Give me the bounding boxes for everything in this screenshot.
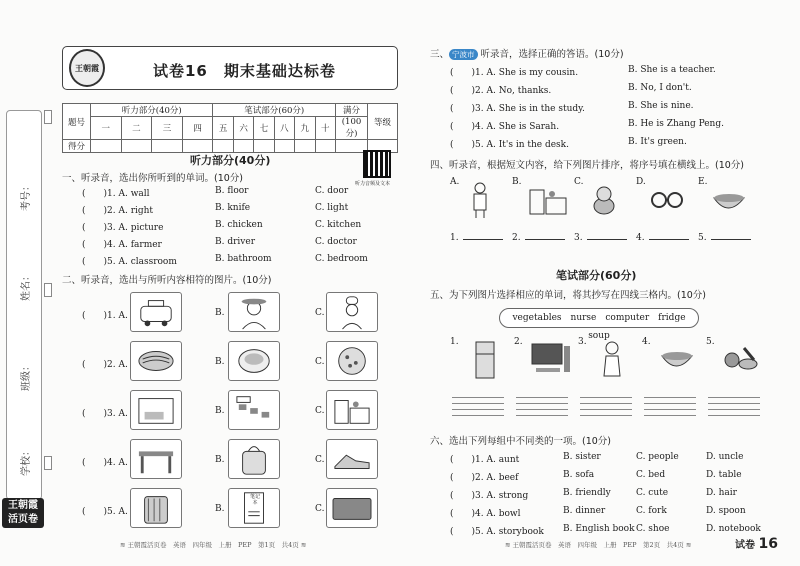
q4-picture xyxy=(460,180,506,222)
score-header-cell: 听力部分(40分) xyxy=(91,104,213,117)
classroom-icon xyxy=(229,391,279,429)
q4-blank-number: 5. xyxy=(698,233,707,243)
desk-icon xyxy=(131,440,181,478)
q6-option-a[interactable]: ( )2. A. beef xyxy=(450,473,519,483)
q2-picture[interactable] xyxy=(326,390,378,430)
q4-picture xyxy=(708,180,754,222)
brand-logo xyxy=(2,498,44,528)
q4-picture xyxy=(522,180,568,222)
four-line-grid[interactable] xyxy=(452,397,504,419)
q4-letter: A. xyxy=(450,177,460,187)
q4-heading: 四、听录音，根据短文内容，给下列图片排序，将序号填在横线上。(10分) xyxy=(430,160,745,171)
computer-icon xyxy=(528,338,574,382)
cook-icon xyxy=(327,293,377,331)
q3-option-a[interactable]: ( )4. A. She is Sarah. xyxy=(450,122,560,132)
q2-picture[interactable] xyxy=(228,390,280,430)
doctor-icon xyxy=(460,180,506,222)
q2-option-a[interactable]: ( )2. A. xyxy=(82,360,128,370)
q4-picture xyxy=(584,180,630,222)
q2-picture[interactable] xyxy=(228,292,280,332)
score-col: 八 xyxy=(274,117,294,140)
q3-prefix: 三、 xyxy=(430,49,450,60)
q6-option-d[interactable]: D. uncle xyxy=(706,452,744,462)
q2-picture[interactable] xyxy=(326,488,378,528)
score-cell[interactable] xyxy=(315,140,336,153)
rice-bowl-icon xyxy=(229,342,279,380)
q3-option-a[interactable]: ( )3. A. She is in the study. xyxy=(450,104,585,114)
q4-letter: E. xyxy=(698,177,708,187)
q6-option-a[interactable]: ( )3. A. strong xyxy=(450,491,529,501)
nurse-icon xyxy=(592,338,638,382)
q2-option-c[interactable]: C. xyxy=(315,455,325,465)
q3-option-a[interactable]: ( )5. A. It's in the desk. xyxy=(450,140,569,150)
q6-option-a[interactable]: ( )1. A. aunt xyxy=(450,455,520,465)
q3-option-a[interactable]: ( )2. A. No, thanks. xyxy=(450,86,552,96)
q6-option-a[interactable]: ( )5. A. storybook xyxy=(450,527,544,537)
q6-option-c[interactable]: C. fork xyxy=(636,506,667,516)
q5-picture xyxy=(528,338,574,382)
q6-option-b[interactable]: B. dinner xyxy=(563,506,606,516)
dog-icon xyxy=(584,180,630,222)
score-header-cell: 等级 xyxy=(368,104,398,140)
taxi-icon xyxy=(131,293,181,331)
q1-option-a[interactable]: ( )1. A. wall xyxy=(82,189,150,199)
q2-picture[interactable] xyxy=(326,292,378,332)
q6-option-c[interactable]: C. people xyxy=(636,452,679,462)
soup-icon xyxy=(708,180,754,222)
q2-picture[interactable] xyxy=(326,341,378,381)
exam-title: 试卷16 期末基础达标卷 xyxy=(153,62,336,80)
glasses-icon xyxy=(646,180,692,222)
binding-mark xyxy=(44,456,52,470)
writing-section-title: 笔试部分(60分) xyxy=(556,269,637,282)
q5-picture xyxy=(464,338,510,382)
score-header-cell: 满分 xyxy=(336,104,368,117)
score-cell[interactable] xyxy=(254,140,274,153)
q3-option-a[interactable]: ( )1. A. She is my cousin. xyxy=(450,68,579,78)
region-badge: 宁波市 xyxy=(449,49,478,60)
listening-section-title: 听力部分(40分) xyxy=(190,154,271,167)
q1-option-b[interactable]: B. chicken xyxy=(215,220,263,230)
q1-option-c[interactable]: C. kitchen xyxy=(315,220,362,230)
score-cell[interactable] xyxy=(152,140,183,153)
exam-header xyxy=(62,46,398,90)
word-bank: vegetables nurse computer fridge soup xyxy=(499,308,699,328)
brand-line-1: 王朝霞 xyxy=(8,500,38,511)
answer-line[interactable] xyxy=(463,239,503,240)
score-header-cell: 题号 xyxy=(63,104,91,140)
score-col: 七 xyxy=(254,117,274,140)
q2-option-a[interactable]: ( )5. A. xyxy=(82,507,128,517)
notebook-cover-text: 笔记本 xyxy=(249,494,260,506)
q1-option-b[interactable]: B. bathroom xyxy=(215,254,272,264)
footer-right: ≋ 王朝霞活页卷 英语 四年级 上册 PEP 第2页 共4页 ≋ xyxy=(505,541,692,549)
score-col: 三 xyxy=(152,117,183,140)
soup-icon xyxy=(656,338,702,382)
q3-heading-text: 听录音，选择正确的答语。(10分) xyxy=(480,49,624,60)
q6-option-d[interactable]: D. hair xyxy=(706,488,737,498)
q4-blank[interactable] xyxy=(450,233,503,243)
q2-picture[interactable] xyxy=(130,488,182,528)
q4-blank-number: 2. xyxy=(512,233,521,243)
q1-option-c[interactable]: C. door xyxy=(315,186,349,196)
answer-line[interactable] xyxy=(587,239,627,240)
q3-heading xyxy=(430,46,624,60)
q1-option-c[interactable]: C. bedroom xyxy=(315,254,368,264)
q4-picture xyxy=(646,180,692,222)
q6-option-b[interactable]: B. sister xyxy=(563,452,601,462)
four-line-grid[interactable] xyxy=(516,397,568,419)
q3-option-b[interactable]: B. She is a teacher. xyxy=(628,65,716,75)
score-header-cell: 笔试部分(60分) xyxy=(213,104,336,117)
q2-picture[interactable] xyxy=(326,439,378,479)
bin-icon xyxy=(131,489,181,527)
score-col: 二 xyxy=(121,117,152,140)
q2-picture[interactable] xyxy=(228,439,280,479)
q2-picture[interactable] xyxy=(130,439,182,479)
q1-option-b[interactable]: B. knife xyxy=(215,203,251,213)
score-row-label: 得分 xyxy=(63,140,91,153)
q2-option-a[interactable]: ( )4. A. xyxy=(82,458,128,468)
exam-number-label: 考号： xyxy=(21,181,32,211)
four-line-grid[interactable] xyxy=(644,397,696,419)
noodles-icon xyxy=(131,342,181,380)
publisher-logo: 王朝霞 xyxy=(69,49,105,87)
q4-letter: B. xyxy=(512,177,522,187)
score-col: 六 xyxy=(233,117,253,140)
q2-option-c[interactable]: C. xyxy=(315,357,325,367)
footer-left: ≋ 王朝霞活页卷 英语 四年级 上册 PEP 第1页 共4页 ≋ xyxy=(120,541,307,549)
q2-option-a[interactable]: ( )3. A. xyxy=(82,409,128,419)
q2-picture[interactable] xyxy=(130,390,182,430)
page-number-value: 16 xyxy=(758,536,778,552)
q1-heading: 一、听录音，选出你所听到的单词。(10分) xyxy=(62,173,244,184)
q4-letter: D. xyxy=(636,177,646,187)
pizza-icon xyxy=(327,342,377,380)
score-cell[interactable] xyxy=(274,140,294,153)
q6-option-d[interactable]: D. spoon xyxy=(706,506,746,516)
q5-number: 1. xyxy=(450,337,459,347)
q5-heading: 五、为下列图片选择相应的单词，将其抄写在四线三格内。(10分) xyxy=(430,290,707,301)
q5-picture xyxy=(720,338,766,382)
q2-option-b[interactable]: B. xyxy=(215,357,225,367)
vegetables-icon xyxy=(720,338,766,382)
score-cell[interactable] xyxy=(213,140,233,153)
q1-option-a[interactable]: ( )2. A. right xyxy=(82,206,154,216)
q2-picture[interactable] xyxy=(130,292,182,332)
q2-option-b[interactable]: B. xyxy=(215,504,225,514)
fridge-icon xyxy=(464,338,510,382)
four-line-grid[interactable] xyxy=(708,397,760,419)
q2-picture[interactable] xyxy=(130,341,182,381)
binding-mark xyxy=(44,110,52,124)
q6-option-b[interactable]: B. sofa xyxy=(563,470,595,480)
score-col: (100分) xyxy=(336,117,368,140)
q4-blank[interactable] xyxy=(512,233,565,243)
q2-option-b[interactable]: B. xyxy=(215,406,225,416)
score-cell[interactable] xyxy=(233,140,253,153)
score-cell[interactable] xyxy=(91,140,122,153)
q6-option-c[interactable]: C. bed xyxy=(636,470,666,480)
q2-picture[interactable] xyxy=(228,488,280,528)
q6-heading: 六、选出下列每组中不同类的一项。(10分) xyxy=(430,436,612,447)
q5-picture xyxy=(592,338,638,382)
qr-code-icon[interactable] xyxy=(363,150,391,178)
q6-option-a[interactable]: ( )4. A. bowl xyxy=(450,509,521,519)
q5-number: 5. xyxy=(706,337,715,347)
q6-option-c[interactable]: C. shoe xyxy=(636,524,670,534)
score-col: 四 xyxy=(182,117,213,140)
name-label: 姓名： xyxy=(21,271,32,301)
tablet-icon xyxy=(327,489,377,527)
kitchen-icon xyxy=(522,180,568,222)
q2-option-b[interactable]: B. xyxy=(215,308,225,318)
q4-blank[interactable] xyxy=(636,233,689,243)
q5-number: 3. xyxy=(578,337,587,347)
bag-icon xyxy=(229,440,279,478)
answer-line[interactable] xyxy=(711,239,751,240)
q6-option-d[interactable]: D. table xyxy=(706,470,742,480)
kitchen-icon xyxy=(327,391,377,429)
q2-heading: 二、听录音，选出与所听内容相符的图片。(10分) xyxy=(62,275,272,286)
four-line-grid[interactable] xyxy=(580,397,632,419)
q5-picture xyxy=(656,338,702,382)
score-cell[interactable] xyxy=(182,140,213,153)
class-label: 班级： xyxy=(21,361,32,391)
qr-caption: 听力音频及文本 xyxy=(355,181,391,187)
q2-picture[interactable] xyxy=(228,341,280,381)
farmer-icon xyxy=(229,293,279,331)
score-col: 九 xyxy=(295,117,315,140)
q2-option-c[interactable]: C. xyxy=(315,308,325,318)
score-cell[interactable] xyxy=(121,140,152,153)
q1-option-a[interactable]: ( )5. A. classroom xyxy=(82,257,177,267)
q4-blank-number: 1. xyxy=(450,233,459,243)
answer-line[interactable] xyxy=(649,239,689,240)
score-cell[interactable] xyxy=(295,140,315,153)
q3-option-b[interactable]: B. No, I don't. xyxy=(628,83,692,93)
page-number-label: 试卷 xyxy=(735,540,755,551)
brand-line-2: 活页卷 xyxy=(8,514,38,525)
q3-option-b[interactable]: B. She is nine. xyxy=(628,101,694,111)
binding-mark xyxy=(44,283,52,297)
q6-option-b[interactable]: B. friendly xyxy=(563,488,611,498)
school-label: 学校： xyxy=(21,446,32,476)
q5-number: 2. xyxy=(514,337,523,347)
q6-option-b[interactable]: B. English book xyxy=(563,524,635,534)
q3-option-b[interactable]: B. He is Zhang Peng. xyxy=(628,119,724,129)
score-col: 五 xyxy=(213,117,233,140)
q1-option-c[interactable]: C. light xyxy=(315,203,349,213)
q2-option-a[interactable]: ( )1. A. xyxy=(82,311,128,321)
q2-option-b[interactable]: B. xyxy=(215,455,225,465)
q2-option-c[interactable]: C. xyxy=(315,406,325,416)
q6-option-d[interactable]: D. notebook xyxy=(706,524,761,534)
bedroom-icon xyxy=(131,391,181,429)
q5-number: 4. xyxy=(642,337,651,347)
q4-blank-number: 4. xyxy=(636,233,645,243)
q2-option-c[interactable]: C. xyxy=(315,504,325,514)
q1-option-a[interactable]: ( )4. A. farmer xyxy=(82,240,162,250)
q4-blank-number: 3. xyxy=(574,233,583,243)
score-table xyxy=(62,103,398,153)
shoes-icon xyxy=(327,440,377,478)
binding-strip xyxy=(6,110,42,500)
q1-option-b[interactable]: B. driver xyxy=(215,237,255,247)
score-col: 一 xyxy=(91,117,122,140)
q6-option-c[interactable]: C. cute xyxy=(636,488,669,498)
q1-option-b[interactable]: B. floor xyxy=(215,186,249,196)
answer-line[interactable] xyxy=(525,239,565,240)
q3-option-b[interactable]: B. It's green. xyxy=(628,137,687,147)
q1-option-a[interactable]: ( )3. A. picture xyxy=(82,223,164,233)
q4-blank[interactable] xyxy=(698,233,751,243)
page-number xyxy=(735,536,778,552)
q4-letter: C. xyxy=(574,177,584,187)
score-col: 十 xyxy=(315,117,336,140)
q1-option-c[interactable]: C. doctor xyxy=(315,237,357,247)
q4-blank[interactable] xyxy=(574,233,627,243)
